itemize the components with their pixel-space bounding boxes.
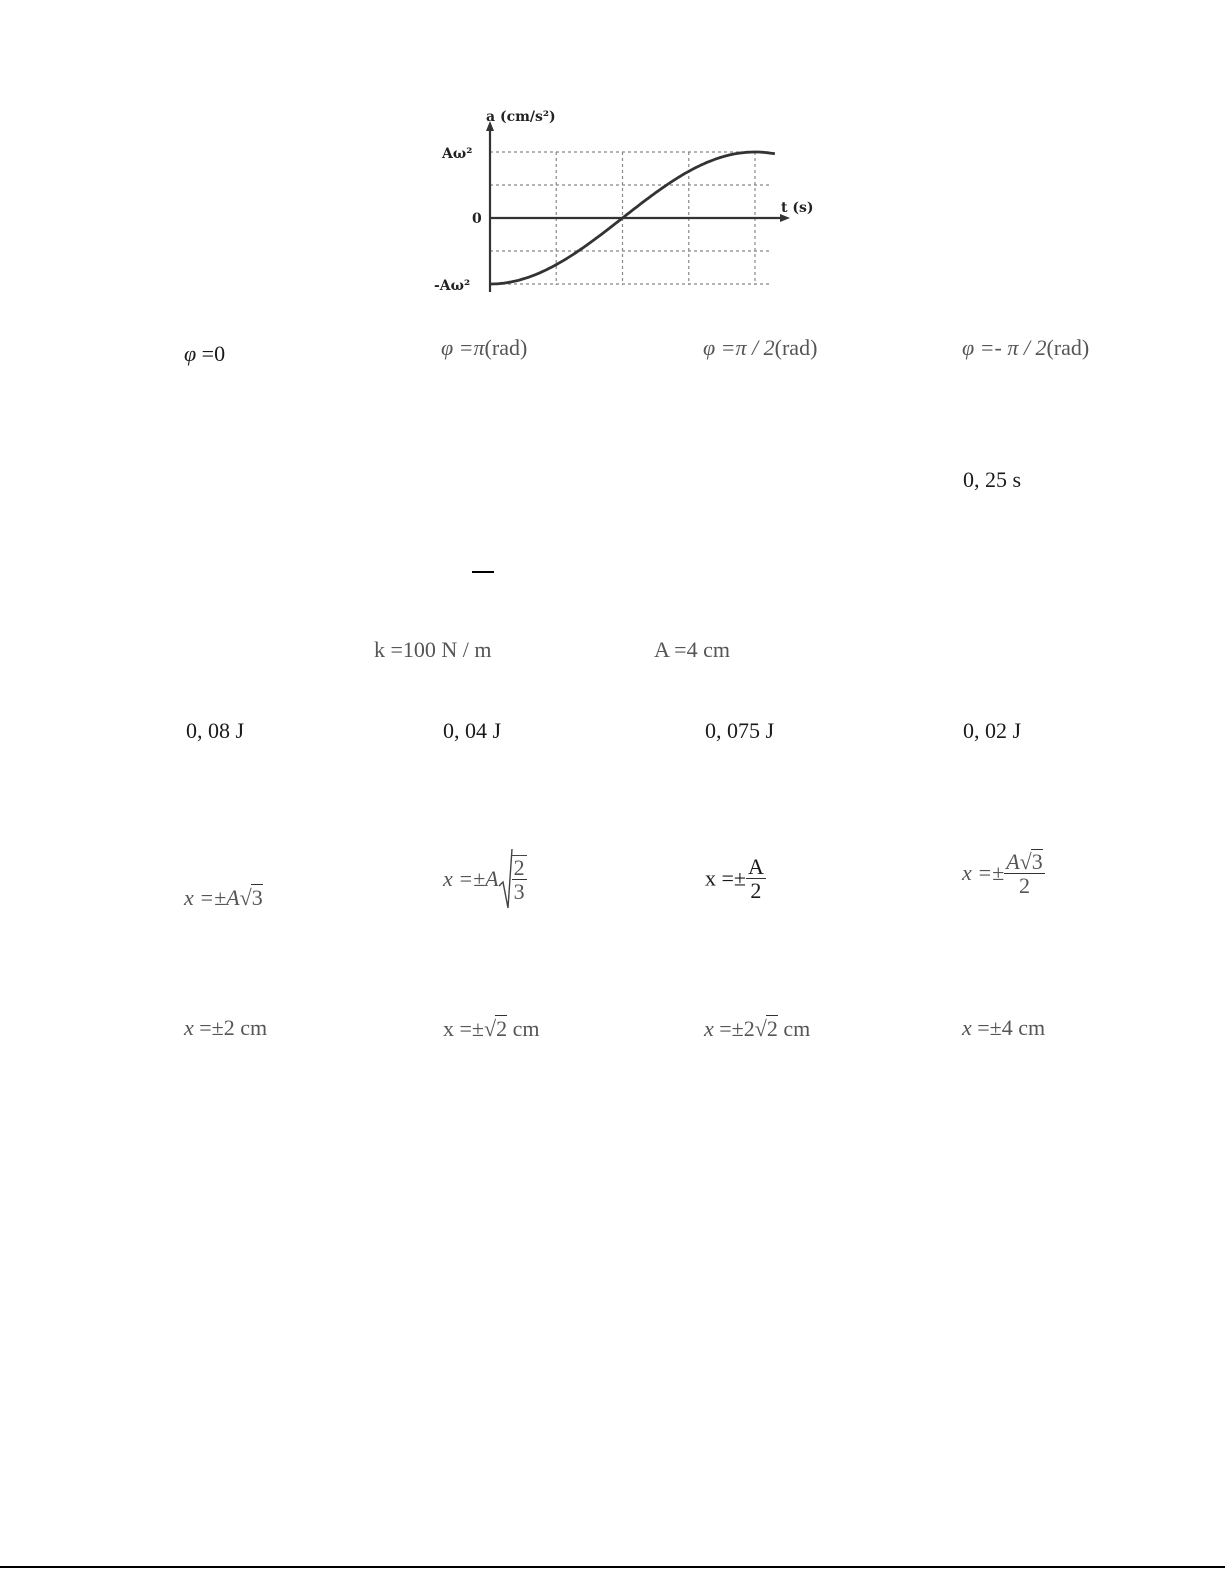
q5-option-a (184, 884, 263, 911)
x-variable: x (962, 860, 972, 886)
x-axis-label: t (s) (781, 200, 814, 216)
x-variable: x (705, 865, 716, 891)
fraction-numerator: 2 (513, 854, 525, 880)
q2-value: 0, 25 s (963, 467, 1022, 492)
q5-option-d (962, 849, 1045, 897)
fraction-numerator-A: A (1006, 849, 1020, 874)
q1-option-c (703, 335, 817, 361)
q5-option-c-eq: =± (716, 865, 746, 891)
q6-option-c (704, 1015, 810, 1042)
x-variable: x (962, 1015, 972, 1040)
x-variable: x (443, 1016, 454, 1041)
q5-option-b-fraction (512, 855, 527, 903)
q5-option-d-fraction (1004, 849, 1045, 897)
q1-option-b-unit: (rad) (484, 335, 528, 360)
q1-option-d (962, 335, 1089, 361)
q4-option-b: 0, 04 J (443, 718, 502, 743)
x-variable: x (184, 885, 194, 910)
q5-option-b (443, 848, 527, 910)
q6-option-b-radicand: 2 (496, 1016, 508, 1041)
q4-option-a: 0, 08 J (186, 718, 245, 743)
q1-option-a (184, 341, 225, 367)
footer-rule (0, 1566, 1225, 1568)
y-tick-zero: 0 (472, 211, 482, 227)
q5-option-a-radicand: 3 (251, 885, 263, 910)
q6-option-b-unit: cm (507, 1016, 540, 1041)
q1-option-d-unit: (rad) (1046, 335, 1090, 360)
q6-option-b-eq: =± (454, 1016, 484, 1041)
q4-option-d: 0, 02 J (963, 718, 1022, 743)
fraction-numerator: A (747, 854, 764, 879)
q1-option-a-value: =0 (196, 341, 226, 366)
q5-option-a-eq: =±A (193, 885, 240, 910)
q1-option-c-value: =π / 2 (715, 335, 775, 360)
y-tick-max: Aω² (442, 146, 473, 162)
fraction-denominator: 2 (746, 878, 766, 902)
x-variable: x (184, 1015, 194, 1040)
big-sqrt-icon (499, 848, 513, 910)
q1-option-b-value: =π (453, 335, 485, 360)
q6-option-b (443, 1015, 539, 1042)
q6-option-d (962, 1015, 1045, 1041)
q5-option-c-fraction (746, 855, 766, 902)
y-axis-label: a (cm/s²) (486, 109, 556, 125)
fraction-denominator: 3 (513, 879, 525, 904)
phi-symbol: φ (962, 335, 975, 360)
q6-option-c-radicand: 2 (766, 1016, 778, 1041)
q1-option-c-unit: (rad) (774, 335, 818, 360)
phi-symbol: φ (703, 335, 716, 360)
acceleration-time-graph (420, 100, 840, 315)
y-tick-min: -Aω² (434, 278, 471, 294)
q6-option-a (184, 1015, 267, 1041)
phi-symbol: φ (184, 341, 197, 366)
amplitude: A =4 cm (654, 637, 730, 662)
q1-option-b (441, 335, 527, 361)
x-variable: x (704, 1016, 714, 1041)
sqrt-symbol: √ (483, 1016, 497, 1041)
q5-option-d-eq: =± (971, 860, 1005, 886)
q6-option-c-eq: =±2 (713, 1016, 755, 1041)
q4-option-c: 0, 075 J (705, 718, 775, 743)
fraction-numerator-radicand: 3 (1031, 849, 1043, 874)
q1-option-d-value: =- π / 2 (974, 335, 1047, 360)
q5-option-c (705, 855, 766, 902)
q6-option-d-value: =±4 cm (971, 1015, 1046, 1040)
x-variable: x (443, 866, 453, 891)
q6-option-c-unit: cm (777, 1016, 811, 1041)
phi-symbol: φ (441, 335, 454, 360)
fraction-denominator: 2 (1004, 873, 1045, 897)
q6-option-a-value: =±2 cm (193, 1015, 268, 1040)
q5-option-b-eq: =±A (452, 866, 499, 891)
sqrt-symbol: √ (1019, 849, 1032, 874)
sqrt-symbol: √ (239, 885, 252, 910)
dash-mark (472, 571, 494, 573)
sqrt-symbol: √ (754, 1016, 767, 1041)
spring-constant: k =100 N / m (374, 637, 492, 662)
